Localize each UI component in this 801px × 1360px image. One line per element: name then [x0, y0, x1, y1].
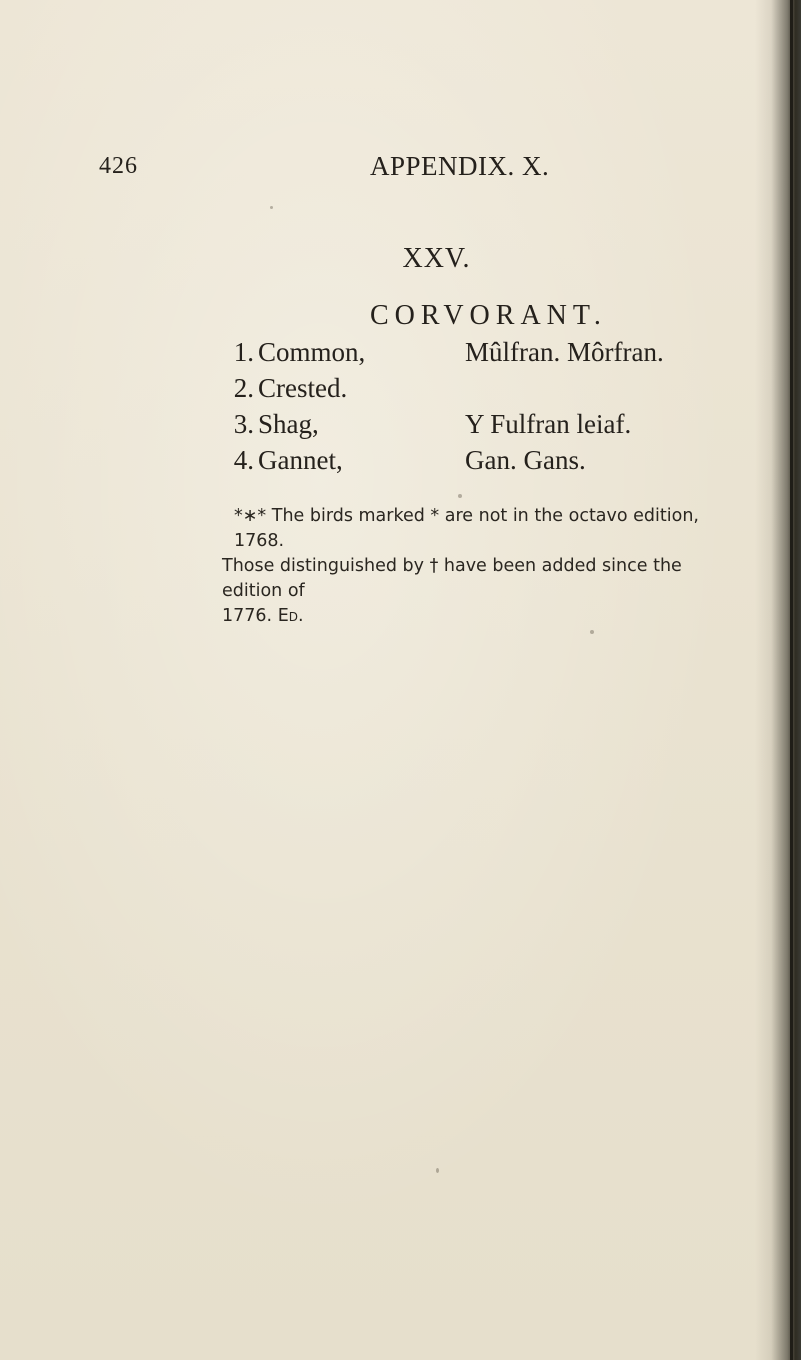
species-welsh-name: Gan. Gans. [465, 445, 586, 475]
paper-speck [590, 630, 594, 634]
note-editor-mark: Ed. [277, 606, 304, 626]
species-english-name: Crested. [258, 373, 348, 403]
paper-speck [458, 494, 462, 498]
species-number: 3. [233, 409, 254, 439]
note-line-2: Those distinguished by † have been added since the edition of [222, 556, 682, 601]
note-line-1 [222, 504, 722, 554]
species-row [220, 373, 720, 409]
note-line-3 [222, 604, 722, 629]
species-row [220, 337, 720, 373]
species-number: 1. [233, 337, 254, 367]
species-row [220, 409, 720, 445]
species-welsh-name: Y Fulfran leiaf. [465, 409, 632, 439]
section-number: XXV. [402, 243, 471, 274]
editorial-note [222, 504, 722, 629]
paper-speck [270, 206, 273, 209]
species-number: 4. [233, 445, 254, 475]
page-edge-shadow [755, 0, 801, 1360]
note-marker: *∗* [234, 506, 267, 526]
page-edge-line [790, 0, 793, 1360]
species-english-name: Common, [258, 337, 366, 367]
running-title: APPENDIX. X. [370, 151, 550, 181]
species-number: 2. [233, 373, 254, 403]
note-text-1: The birds marked * are not in the octavo edition, 1768. [234, 506, 699, 551]
species-english-name: Gannet, [258, 445, 343, 475]
note-year: 1776. [222, 606, 273, 626]
paper-speck [436, 1168, 439, 1173]
section-title: CORVORANT. [370, 300, 607, 331]
species-english-name: Shag, [258, 409, 319, 439]
species-list [220, 337, 720, 481]
species-welsh-name: Mûlfran. Môrfran. [465, 337, 664, 367]
species-row [220, 445, 720, 481]
page-number: 426 [99, 153, 138, 179]
